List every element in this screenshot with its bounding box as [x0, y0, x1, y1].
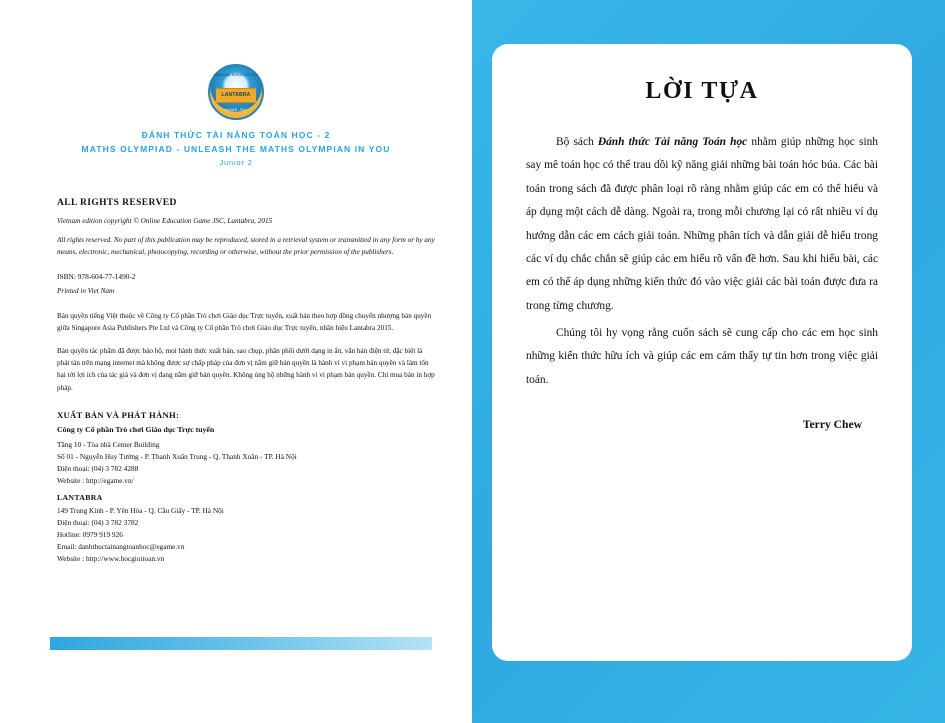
preface-p1-pre: Bộ sách — [556, 136, 598, 148]
rights-paragraph-2: Bản quyền tác phẩm đã được bảo hộ, mọi hành thức xuất bản, sao chụp, phân phối dưới dạng in ấn, văn bản điện tử, đặc biệt là phát tán trên mạng internet mà không được sự chấp pháp của đơn vị nắm giữ bản quyền là hành vi vi phạm bản quyền và làm tổn hại tới lợi ích của tác giả và đơn vị đang nắm giữ bản quyền. Không ủng hộ những hành vi vi phạm bản quyền. Chỉ mua bản in hợp pháp. — [57, 346, 435, 392]
publisher-heading: XUẤT BẢN VÀ PHÁT HÀNH: — [57, 410, 180, 421]
copyright-body — [57, 198, 435, 564]
book-title-en: MATHS OLYMPIAD - UNLEASH THE MATHS OLYMPIAN IN YOU — [81, 144, 391, 154]
printed-in-line: Printed in Viet Nam — [57, 287, 115, 296]
rights-paragraph-1: Bản quyền tiếng Việt thuộc về Công ty Cổ phần Trò chơi Giáo dục Trực tuyến, xuất bản theo hợp đồng chuyển nhượng bản quyền giữa Singapore Asia Publishers Pte Ltd và Công ty Cổ phần Trò chơi Giáo dục Trực tuyến, nhãn hiệu Lantabra 2015. — [57, 311, 432, 333]
preface-p1-post: nhằm giúp những học sinh say mê toán học có thể trau dồi kỹ năng giải những bài toán hóc búa. Các bài toán trong sách đã được phân loại rõ ràng nhằm giúp các em có thể hiểu và áp dụng một cách dễ dàng. Ngoài ra, trong mỗi chương lại có rất nhiều ví dụ hướng dẫn các em cách giải toán. Những phân tích và dẫn giải dễ hiểu trong các ví dụ chắc chắn sẽ giúp các em hiểu rõ vấn đề hơn. Sau khi hiểu bài, các em có thể áp dụng những kiến thức đó vào việc giải các bài toán được đưa ra trong từng chương. — [526, 136, 879, 312]
author-signature: Terry Chew — [802, 418, 862, 432]
lantabra-logo-icon — [208, 64, 264, 120]
isbn-line: ISBN: 978-604-77-1490-2 — [57, 271, 136, 281]
rights-text: All rights reserved. No part of this publication may be reproduced, stored in a retrieval system or transmitted in any form or by any means, electronic, mechanical, photocopying, recording or otherwise, without the prior permission of the publishers. — [57, 235, 435, 257]
copyright-page — [0, 0, 472, 723]
publisher-website[interactable]: Website : http://egame.vn/ — [57, 475, 134, 485]
book-title-block — [0, 130, 472, 167]
copyright-line: Vietnam edition copyright © Online Education Game JSC, Lantabra, 2015 — [57, 217, 273, 225]
preface-paragraph-2: Chúng tôi hy vọng rằng cuốn sách sẽ cung cấp cho các em học sinh những kiến thức hữu ích và giúp các em cảm thấy tự tin hơn trong việc giải toán. — [526, 327, 878, 386]
publisher-line: Số 01 - Nguyễn Huy Tưởng - P. Thanh Xuân Trung - Q. Thanh Xuân - TP. Hà Nội — [57, 451, 297, 461]
publisher-line: Điện thoại: (04) 3 782 4288 — [57, 463, 139, 473]
publisher-line: Tầng 10 - Tòa nhà Center Building — [57, 440, 160, 450]
distributor-website[interactable]: Website : http://www.hocgioitoan.vn — [57, 553, 165, 563]
preface-title: LỜI TỰA — [645, 78, 759, 104]
preface-page — [472, 0, 945, 723]
all-rights-reserved-heading: ALL RIGHTS RESERVED — [57, 198, 177, 208]
logo-bottom-text: GAME JSC — [224, 107, 248, 112]
publisher-logo-wrap — [0, 64, 472, 125]
decorative-bottom-bar — [50, 637, 432, 650]
book-title-vi: ĐÁNH THỨC TÀI NĂNG TOÁN HỌC - 2 — [141, 130, 331, 140]
distributor-line: Điện thoại: (04) 3 782 3782 — [57, 518, 139, 528]
preface-card — [492, 44, 912, 661]
publisher-name: Công ty Cổ phần Trò chơi Giáo dục Trực tuyến — [57, 425, 215, 435]
distributor-name: LANTABRA — [57, 493, 103, 503]
logo-top-text: ONLINE EDUCATION — [213, 72, 259, 77]
book-series-name: Đánh thức Tài năng Toán học — [597, 136, 748, 148]
logo-ribbon-text: LANTABRA — [216, 88, 256, 103]
distributor-hotline: Hotline: 0979 919 926 — [57, 530, 123, 540]
book-level: Junior 2 — [219, 158, 253, 167]
distributor-email[interactable]: Email: danhthuctainangtoanhoc@egame.vn — [57, 541, 185, 551]
preface-paragraph-1 — [526, 131, 878, 318]
distributor-line: 149 Trung Kính - P. Yên Hòa - Q. Cầu Giấy - TP. Hà Nội — [57, 506, 224, 516]
